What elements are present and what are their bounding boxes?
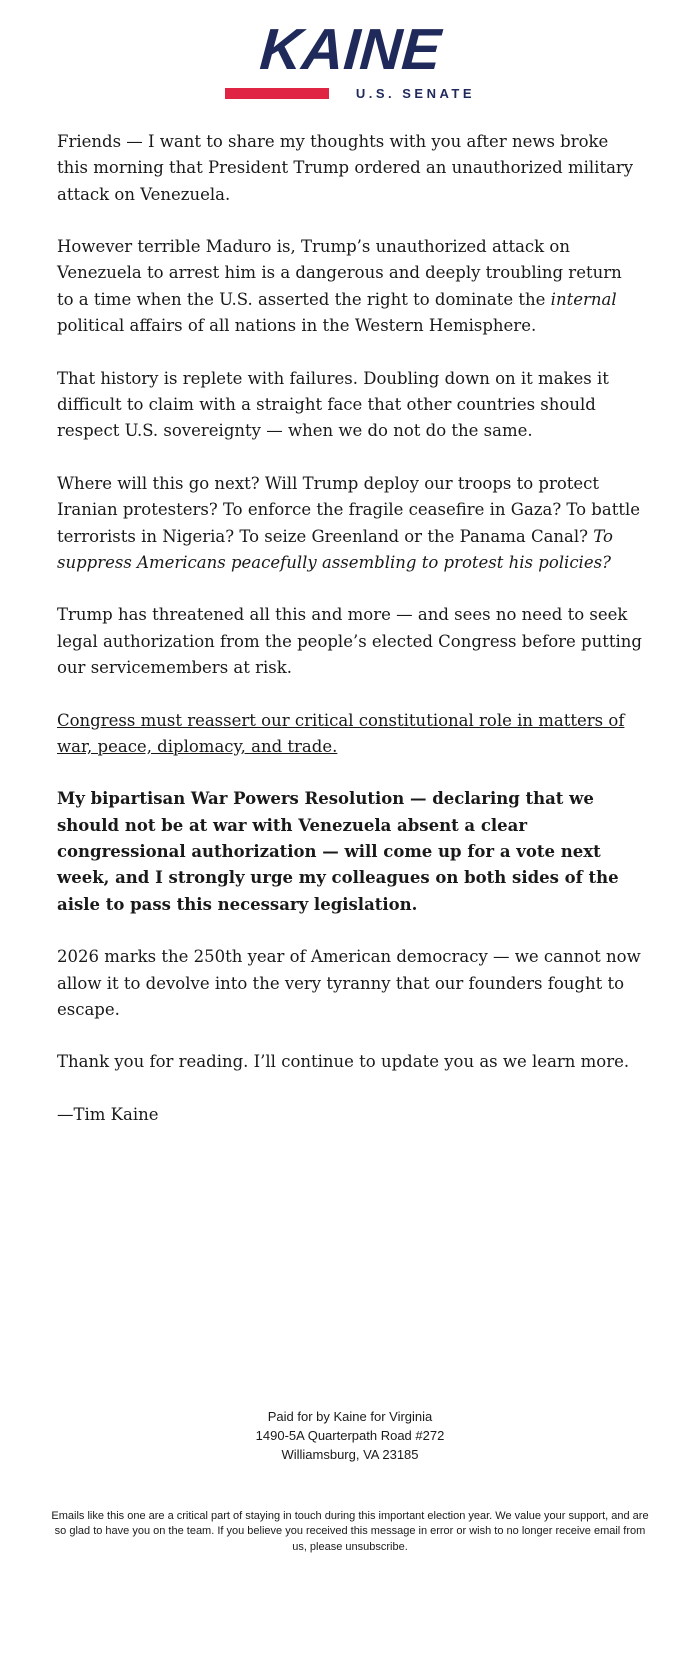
logo-subrow (225, 86, 475, 101)
paragraph-2026: 2026 marks the 250th year of American democracy — we cannot now allow it to devolve into the very tyranny that our founders fought to escape. (57, 947, 641, 1020)
paragraph-war-powers-bold: My bipartisan War Powers Resolution — declaring that we should not be at war with Venezuela absent a clear congressional authorization — will come up for a vote next week, and I strongly urge my colleagues on both sides of the aisle to pass this necessary legislation. (57, 789, 619, 914)
paragraph-maduro: However terrible Maduro is, Trump’s unauthorized attack on Venezuela to arrest him is a dangerous and deeply troubling return to a time when the U.S. asserted the right to dominate the internal political affairs of all nations in the Western Hemisphere. (57, 237, 622, 336)
city-state-zip-line: Williamsburg, VA 23185 (281, 1446, 419, 1462)
email-content (0, 101, 700, 1154)
email-footer (0, 1408, 700, 1655)
paragraph-threats: Trump has threatened all this and more — and sees no need to seek legal authorization from the people’s elected Congress before putting our servicemembers at risk. (57, 605, 642, 678)
paragraph-congress-underlined: Congress must reassert our critical constitutional role in matters of war, peace, diplomacy, and trade. (57, 710, 625, 756)
kaine-logo (225, 17, 475, 101)
logo-wordmark: KAINE (257, 17, 443, 82)
signature: —Tim Kaine (57, 1104, 159, 1124)
paid-for-line: Paid for by Kaine for Virginia (267, 1409, 433, 1425)
address-line: 1490-5A Quarterpath Road #272 (255, 1428, 445, 1444)
paid-for-block (0, 1408, 700, 1465)
unsubscribe-link[interactable]: unsubscribe (345, 1540, 405, 1553)
paragraph-where-next: Where will this go next? Will Trump deploy our troops to protect Iranian protesters? To enforce the fragile ceasefire in Gaza? To battle terrorists in Nigeria? To seize Greenland or the Panama Canal? To suppress Americans peacefully assembling to protest his policies? (57, 473, 641, 572)
paragraph-intro: Friends — I want to share my thoughts with you after news broke this morning that President Trump ordered an unauthorized military attack on Venezuela. (57, 131, 634, 204)
paragraph-thanks: Thank you for reading. I’ll continue to update you as we learn more. (57, 1052, 630, 1072)
logo-senate-label: U.S. SENATE (355, 85, 475, 101)
paragraph-history: That history is replete with failures. Doubling down on it makes it difficult to claim with a straight face that other countries should respect U.S. sovereignty — when we do not do the same. (57, 368, 609, 441)
logo-red-bar (225, 88, 329, 99)
disclaimer-text: Emails like this one are a critical part of staying in touch during this important election year. We value your support, and are so glad to have you on the team. If you believe you received this message in error or wish to no longer receive email from us, please unsubscribe. (51, 1509, 649, 1553)
